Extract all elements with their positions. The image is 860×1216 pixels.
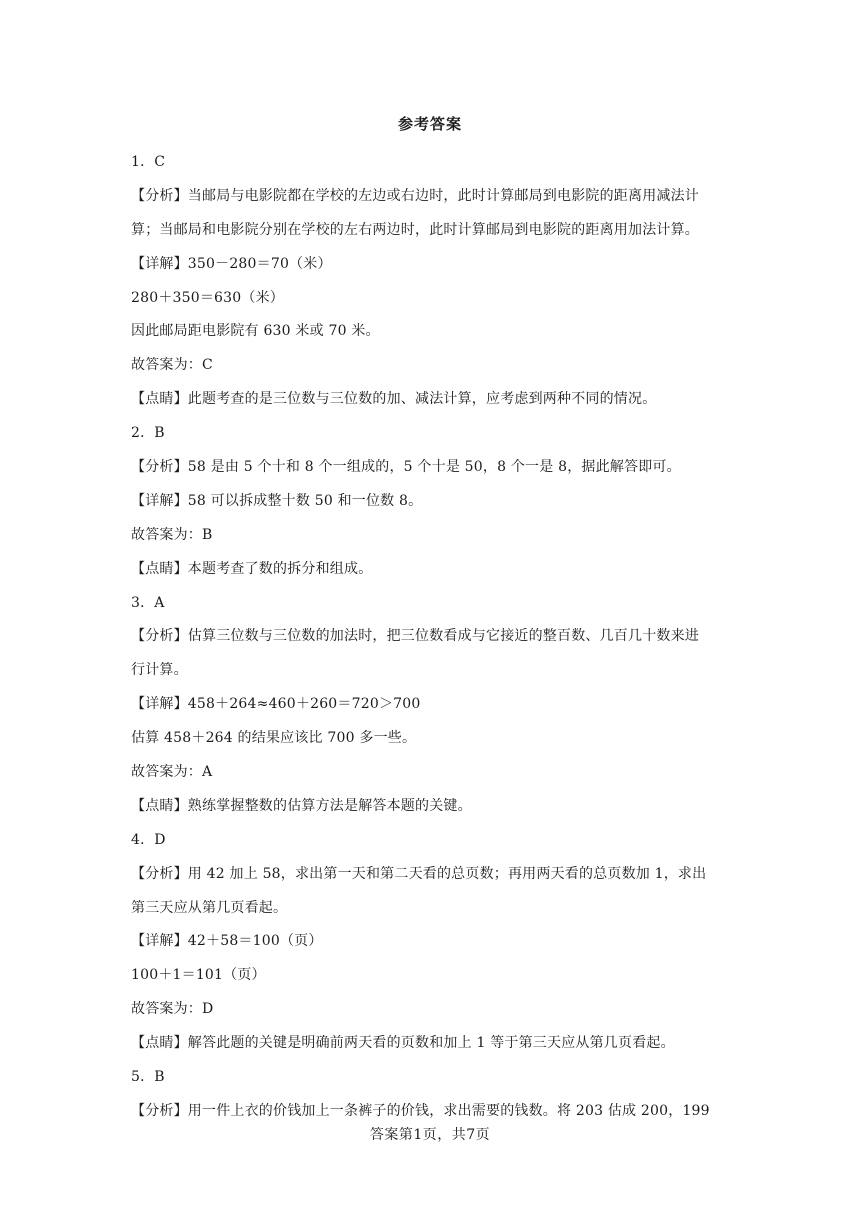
text-line: 5．B [131, 1069, 165, 1086]
text-line: 故答案为：C [131, 357, 213, 374]
text-line: 行计算。 [131, 662, 188, 679]
text-line: 【详解】350－280＝70（米） [131, 255, 332, 272]
page-footer: 答案第1页，共7页 [369, 1127, 491, 1143]
text-line: 【详解】42＋58＝100（页） [131, 933, 323, 950]
text-line: 2．B [131, 425, 165, 442]
text-line: 【点睛】熟练掌握整数的估算方法是解答本题的关键。 [131, 797, 472, 814]
text-line: 故答案为：D [131, 1001, 214, 1018]
text-line: 故答案为：B [131, 526, 213, 543]
text-line: 100＋1＝101（页） [131, 967, 266, 984]
text-line: 3．A [131, 594, 165, 611]
text-line: 故答案为：A [131, 764, 213, 781]
text-line: 估算 458＋264 的结果应该比 700 多一些。 [131, 730, 417, 747]
text-line: 第三天应从第几页看起。 [131, 899, 288, 916]
text-line: 算；当邮局和电影院分别在学校的左右两边时，此时计算邮局到电影院的距离用加法计算。 [131, 221, 699, 238]
text-line: 【点睛】此题考查的是三位数与三位数的加、减法计算，应考虑到两种不同的情况。 [131, 391, 657, 408]
text-line: 【分析】用 42 加上 58，求出第一天和第二天看的总页数；再用两天看的总页数加 1，求出 [131, 865, 707, 882]
text-line: 【分析】用一件上衣的价钱加上一条裤子的价钱，求出需要的钱数。将 203 估成 200，199 [131, 1102, 710, 1119]
text-line: 【详解】458＋264≈460＋260＝720＞700 [131, 696, 421, 713]
text-line: 【点睛】本题考查了数的拆分和组成。 [131, 560, 373, 577]
text-line: 280＋350＝630（米） [131, 289, 284, 306]
text-line: 1．C [131, 154, 166, 170]
text-line: 【点睛】解答此题的关键是明确前两天看的页数和加上 1 等于第三天应从第几页看起。 [131, 1035, 675, 1052]
answer-content [131, 146, 731, 1129]
page-title: 参考答案 [397, 115, 462, 133]
text-line: 【分析】58 是由 5 个十和 8 个一组成的，5 个十是 50，8 个一是 8，据此解答即可。 [131, 459, 681, 476]
text-line: 【分析】当邮局与电影院都在学校的左边或右边时，此时计算邮局到电影院的距离用减法计 [131, 187, 699, 204]
text-line: 【详解】58 可以拆成整十数 50 和一位数 8。 [131, 492, 423, 509]
text-line: 因此邮局距电影院有 630 米或 70 米。 [131, 323, 380, 340]
text-line: 4．D [131, 831, 166, 848]
text-line: 【分析】估算三位数与三位数的加法时，把三位数看成与它接近的整百数、几百几十数来进 [131, 628, 699, 645]
